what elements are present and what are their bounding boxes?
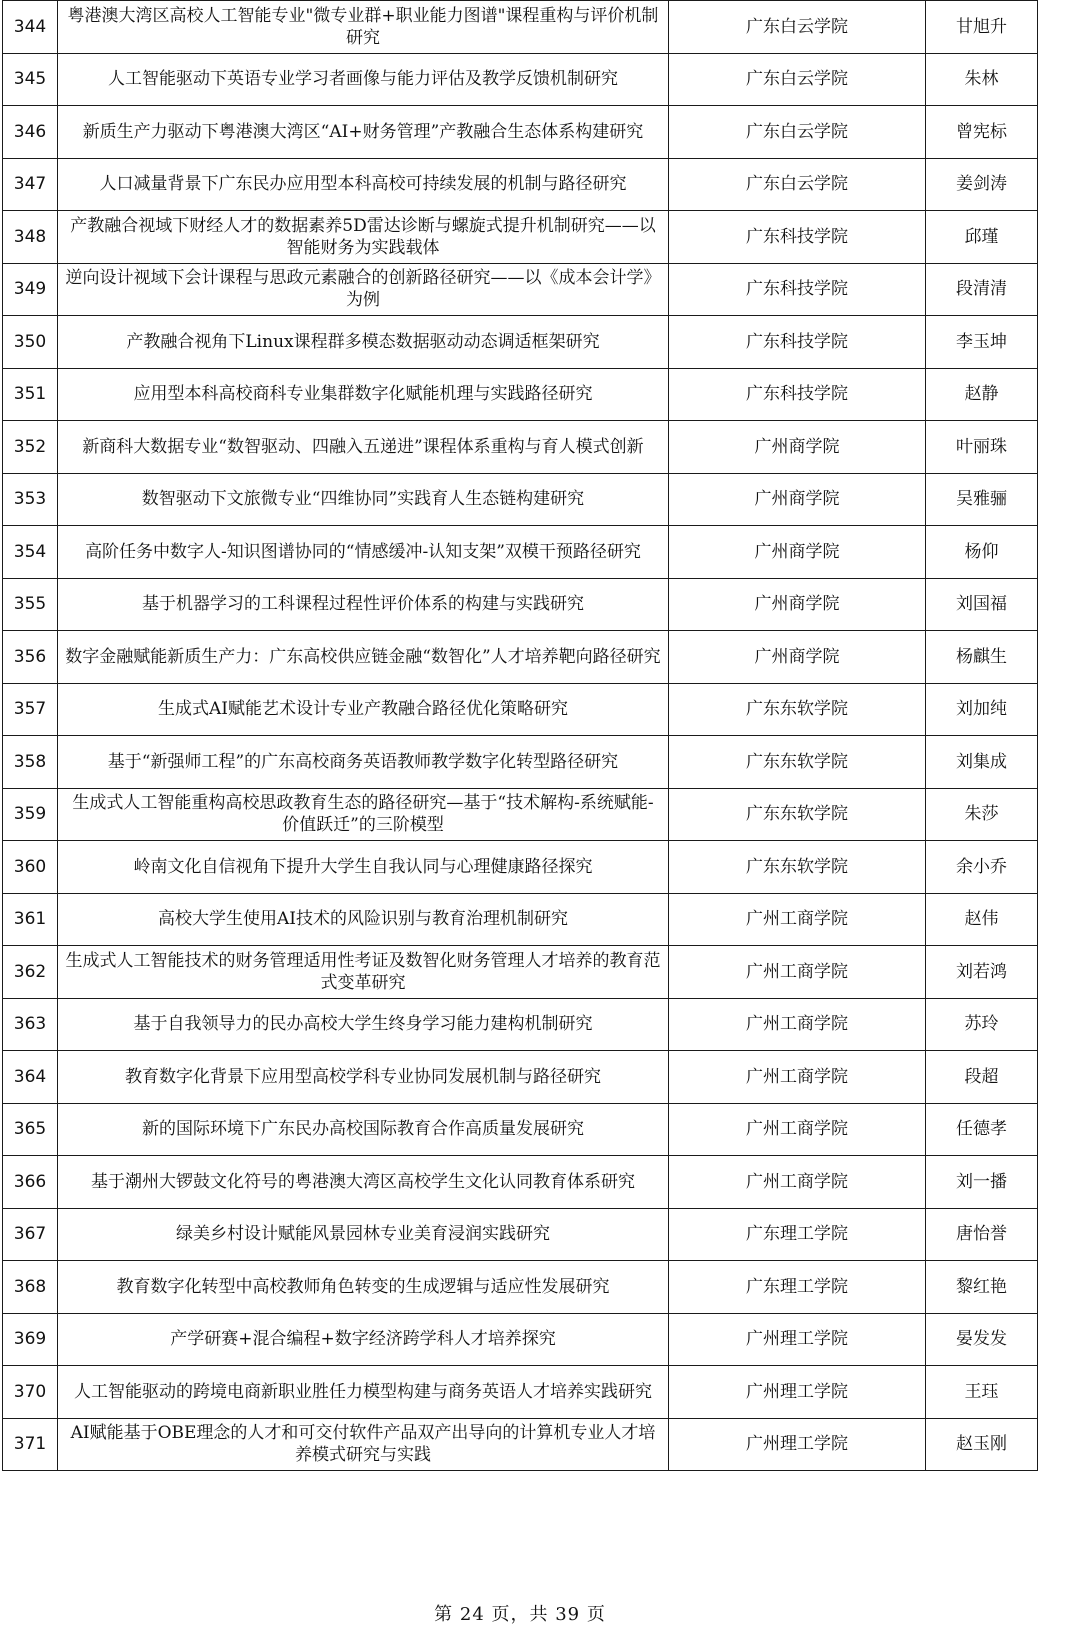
project-title: 产学研赛+混合编程+数字经济跨学科人才培养探究 xyxy=(58,1313,669,1366)
institution-name: 广州商学院 xyxy=(669,473,926,526)
institution-name: 广州商学院 xyxy=(669,578,926,631)
project-title: 数智驱动下文旅微专业“四维协同”实践育人生态链构建研究 xyxy=(58,473,669,526)
institution-name: 广州工商学院 xyxy=(669,1156,926,1209)
table-row xyxy=(3,421,1038,474)
project-title: 新质生产力驱动下粤港澳大湾区“AI+财务管理”产教融合生态体系构建研究 xyxy=(58,106,669,159)
project-title: 人工智能驱动下英语专业学习者画像与能力评估及教学反馈机制研究 xyxy=(58,53,669,106)
table-row xyxy=(3,1313,1038,1366)
institution-name: 广州工商学院 xyxy=(669,998,926,1051)
lead-person: 邱瑾 xyxy=(926,211,1038,264)
table-row xyxy=(3,158,1038,211)
table-row xyxy=(3,263,1038,316)
project-title: 岭南文化自信视角下提升大学生自我认同与心理健康路径探究 xyxy=(58,841,669,894)
project-title: 基于“新强师工程”的广东高校商务英语教师教学数字化转型路径研究 xyxy=(58,736,669,789)
table-row xyxy=(3,1,1038,54)
row-number: 366 xyxy=(3,1156,58,1209)
institution-name: 广东科技学院 xyxy=(669,263,926,316)
institution-name: 广东理工学院 xyxy=(669,1208,926,1261)
project-title: 教育数字化转型中高校教师角色转变的生成逻辑与适应性发展研究 xyxy=(58,1261,669,1314)
project-table xyxy=(2,0,1038,1471)
institution-name: 广东白云学院 xyxy=(669,53,926,106)
lead-person: 刘集成 xyxy=(926,736,1038,789)
row-number: 367 xyxy=(3,1208,58,1261)
page-number: 第 24 页，共 39 页 xyxy=(434,1604,606,1625)
table-row xyxy=(3,53,1038,106)
project-title: AI赋能基于OBE理念的人才和可交付软件产品双产出导向的计算机专业人才培养模式研究与实践 xyxy=(58,1418,669,1471)
lead-person: 叶丽珠 xyxy=(926,421,1038,474)
project-title: 人工智能驱动的跨境电商新职业胜任力模型构建与商务英语人才培养实践研究 xyxy=(58,1366,669,1419)
row-number: 355 xyxy=(3,578,58,631)
institution-name: 广东东软学院 xyxy=(669,841,926,894)
table-row xyxy=(3,893,1038,946)
lead-person: 刘一播 xyxy=(926,1156,1038,1209)
institution-name: 广州商学院 xyxy=(669,631,926,684)
table-row xyxy=(3,368,1038,421)
table-row xyxy=(3,998,1038,1051)
row-number: 345 xyxy=(3,53,58,106)
table-row xyxy=(3,1051,1038,1104)
row-number: 364 xyxy=(3,1051,58,1104)
lead-person: 赵伟 xyxy=(926,893,1038,946)
institution-name: 广州理工学院 xyxy=(669,1366,926,1419)
project-title: 教育数字化背景下应用型高校学科专业协同发展机制与路径研究 xyxy=(58,1051,669,1104)
table-row xyxy=(3,736,1038,789)
table-row xyxy=(3,841,1038,894)
table-row xyxy=(3,946,1038,999)
row-number: 359 xyxy=(3,788,58,841)
project-title: 基于潮州大锣鼓文化符号的粤港澳大湾区高校学生文化认同教育体系研究 xyxy=(58,1156,669,1209)
lead-person: 苏玲 xyxy=(926,998,1038,1051)
lead-person: 李玉坤 xyxy=(926,316,1038,369)
project-title: 产教融合视域下财经人才的数据素养5D雷达诊断与螺旋式提升机制研究——以智能财务为实践载体 xyxy=(58,211,669,264)
row-number: 351 xyxy=(3,368,58,421)
lead-person: 朱莎 xyxy=(926,788,1038,841)
row-number: 369 xyxy=(3,1313,58,1366)
table-row xyxy=(3,1103,1038,1156)
project-title: 生成式AI赋能艺术设计专业产教融合路径优化策略研究 xyxy=(58,683,669,736)
row-number: 360 xyxy=(3,841,58,894)
lead-person: 任德孝 xyxy=(926,1103,1038,1156)
project-title: 产教融合视角下Linux课程群多模态数据驱动动态调适框架研究 xyxy=(58,316,669,369)
project-title: 生成式人工智能重构高校思政教育生态的路径研究—基于“技术解构-系统赋能-价值跃迁”的三阶模型 xyxy=(58,788,669,841)
project-title: 应用型本科高校商科专业集群数字化赋能机理与实践路径研究 xyxy=(58,368,669,421)
lead-person: 黎红艳 xyxy=(926,1261,1038,1314)
lead-person: 段超 xyxy=(926,1051,1038,1104)
row-number: 362 xyxy=(3,946,58,999)
project-title: 高阶任务中数字人-知识图谱协同的“情感缓冲-认知支架”双模干预路径研究 xyxy=(58,526,669,579)
row-number: 344 xyxy=(3,1,58,54)
table-row xyxy=(3,1156,1038,1209)
lead-person: 姜剑涛 xyxy=(926,158,1038,211)
row-number: 357 xyxy=(3,683,58,736)
institution-name: 广东白云学院 xyxy=(669,158,926,211)
project-title: 新的国际环境下广东民办高校国际教育合作高质量发展研究 xyxy=(58,1103,669,1156)
lead-person: 唐怡誉 xyxy=(926,1208,1038,1261)
institution-name: 广东理工学院 xyxy=(669,1261,926,1314)
row-number: 349 xyxy=(3,263,58,316)
row-number: 353 xyxy=(3,473,58,526)
project-title: 高校大学生使用AI技术的风险识别与教育治理机制研究 xyxy=(58,893,669,946)
row-number: 365 xyxy=(3,1103,58,1156)
lead-person: 刘若鸿 xyxy=(926,946,1038,999)
table-row xyxy=(3,788,1038,841)
lead-person: 晏发发 xyxy=(926,1313,1038,1366)
lead-person: 杨麒生 xyxy=(926,631,1038,684)
project-title: 新商科大数据专业“数智驱动、四融入五递进”课程体系重构与育人模式创新 xyxy=(58,421,669,474)
institution-name: 广州商学院 xyxy=(669,526,926,579)
project-table-body xyxy=(3,1,1038,1471)
row-number: 354 xyxy=(3,526,58,579)
table-row xyxy=(3,526,1038,579)
row-number: 348 xyxy=(3,211,58,264)
row-number: 346 xyxy=(3,106,58,159)
table-row xyxy=(3,1366,1038,1419)
institution-name: 广州工商学院 xyxy=(669,893,926,946)
lead-person: 余小乔 xyxy=(926,841,1038,894)
row-number: 363 xyxy=(3,998,58,1051)
row-number: 352 xyxy=(3,421,58,474)
row-number: 370 xyxy=(3,1366,58,1419)
lead-person: 刘加纯 xyxy=(926,683,1038,736)
institution-name: 广东白云学院 xyxy=(669,1,926,54)
lead-person: 赵静 xyxy=(926,368,1038,421)
row-number: 347 xyxy=(3,158,58,211)
table-row xyxy=(3,1208,1038,1261)
row-number: 368 xyxy=(3,1261,58,1314)
institution-name: 广州理工学院 xyxy=(669,1313,926,1366)
project-title: 人口减量背景下广东民办应用型本科高校可持续发展的机制与路径研究 xyxy=(58,158,669,211)
row-number: 350 xyxy=(3,316,58,369)
lead-person: 段清清 xyxy=(926,263,1038,316)
lead-person: 曾宪标 xyxy=(926,106,1038,159)
project-title: 基于自我领导力的民办高校大学生终身学习能力建构机制研究 xyxy=(58,998,669,1051)
institution-name: 广东东软学院 xyxy=(669,683,926,736)
institution-name: 广州工商学院 xyxy=(669,1103,926,1156)
project-title: 数字金融赋能新质生产力：广东高校供应链金融“数智化”人才培养靶向路径研究 xyxy=(58,631,669,684)
table-row xyxy=(3,578,1038,631)
table-row xyxy=(3,1418,1038,1471)
project-title: 绿美乡村设计赋能风景园林专业美育浸润实践研究 xyxy=(58,1208,669,1261)
table-row xyxy=(3,1261,1038,1314)
table-row xyxy=(3,683,1038,736)
row-number: 358 xyxy=(3,736,58,789)
institution-name: 广东东软学院 xyxy=(669,736,926,789)
row-number: 371 xyxy=(3,1418,58,1471)
row-number: 356 xyxy=(3,631,58,684)
table-row xyxy=(3,473,1038,526)
lead-person: 王珏 xyxy=(926,1366,1038,1419)
lead-person: 甘旭升 xyxy=(926,1,1038,54)
project-title: 基于机器学习的工科课程过程性评价体系的构建与实践研究 xyxy=(58,578,669,631)
lead-person: 朱林 xyxy=(926,53,1038,106)
table-row xyxy=(3,631,1038,684)
lead-person: 刘国福 xyxy=(926,578,1038,631)
institution-name: 广州工商学院 xyxy=(669,1051,926,1104)
institution-name: 广东东软学院 xyxy=(669,788,926,841)
lead-person: 赵玉刚 xyxy=(926,1418,1038,1471)
project-title: 逆向设计视域下会计课程与思政元素融合的创新路径研究——以《成本会计学》为例 xyxy=(58,263,669,316)
lead-person: 吴雅骊 xyxy=(926,473,1038,526)
project-title: 粤港澳大湾区高校人工智能专业"微专业群+职业能力图谱"课程重构与评价机制研究 xyxy=(58,1,669,54)
row-number: 361 xyxy=(3,893,58,946)
institution-name: 广东白云学院 xyxy=(669,106,926,159)
institution-name: 广东科技学院 xyxy=(669,211,926,264)
lead-person: 杨仰 xyxy=(926,526,1038,579)
table-row xyxy=(3,211,1038,264)
project-title: 生成式人工智能技术的财务管理适用性考证及数智化财务管理人才培养的教育范式变革研究 xyxy=(58,946,669,999)
institution-name: 广州商学院 xyxy=(669,421,926,474)
institution-name: 广州理工学院 xyxy=(669,1418,926,1471)
table-row xyxy=(3,316,1038,369)
institution-name: 广州工商学院 xyxy=(669,946,926,999)
institution-name: 广东科技学院 xyxy=(669,368,926,421)
table-row xyxy=(3,106,1038,159)
institution-name: 广东科技学院 xyxy=(669,316,926,369)
